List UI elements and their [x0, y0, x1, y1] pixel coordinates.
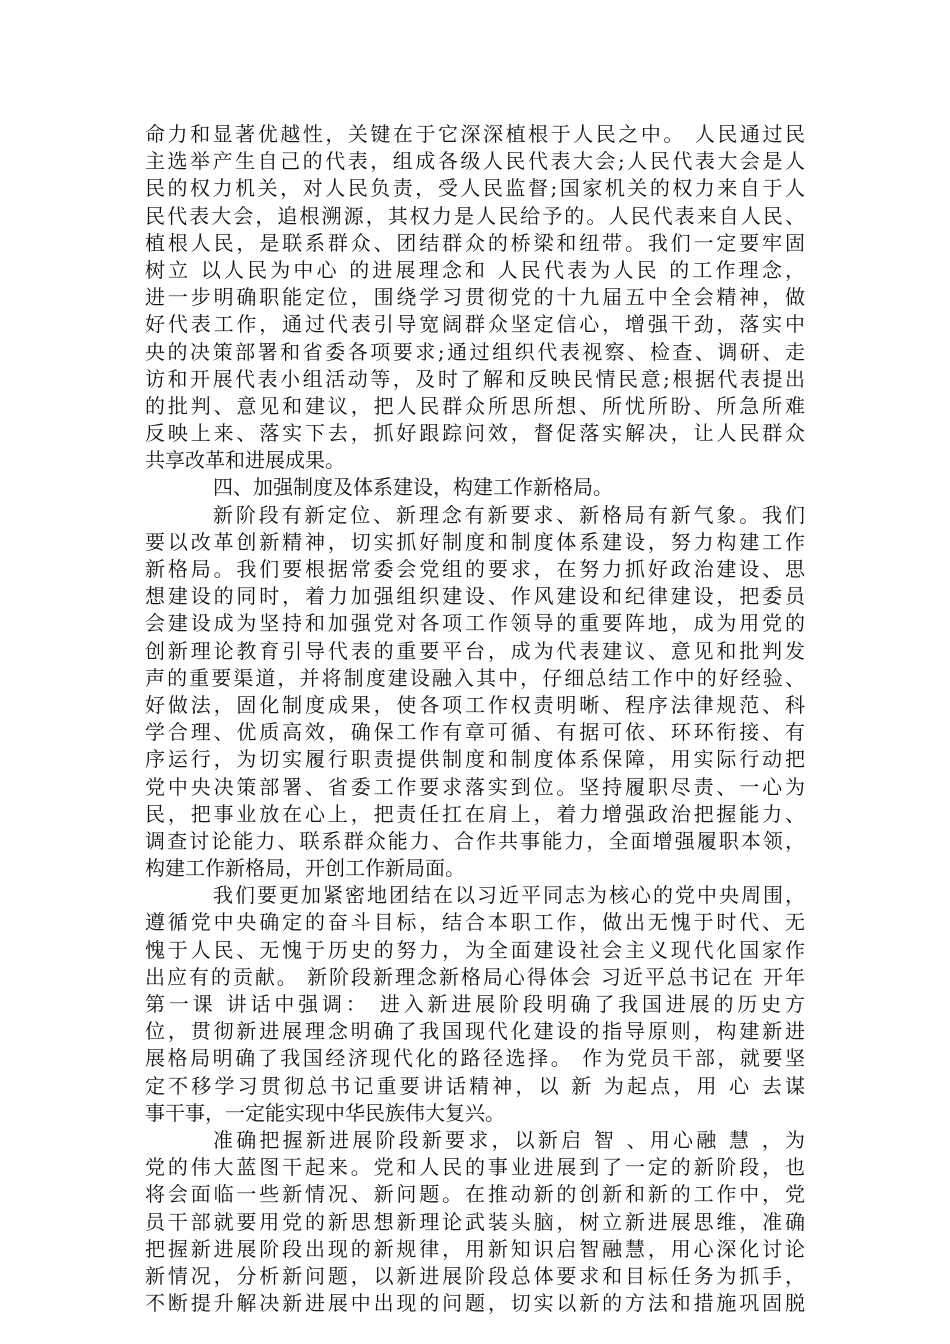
text-line: 定不移学习贯彻总书记重要讲话精神，以 新 为起点，用 心 去谋 — [145, 1073, 805, 1098]
text-line: 员干部就要用党的新思想新理论武装头脑，树立新进展思维，准确 — [145, 1209, 805, 1234]
text-line: 愧于人民、无愧于历史的努力，为全面建设社会主义现代化国家作 — [145, 937, 805, 962]
text-line: 学合理、优质高效，确保工作有章可循、有据可依、环环衔接、有 — [145, 720, 805, 745]
text-line: 新情况，分析新问题，以新进展阶段总体要求和目标任务为抓手， — [145, 1263, 805, 1288]
text-line: 展格局明确了我国经济现代化的路径选择。 作为党员干部，就要坚 — [145, 1046, 805, 1071]
text-line: 想建设的同时，着力加强组织建设、作风建设和纪律建设，把委员 — [145, 584, 805, 609]
text-line: 事干事，一定能实现中华民族伟大复兴。 — [145, 1100, 505, 1125]
text-line: 访和开展代表小组活动等，及时了解和反映民情民意;根据代表提出 — [145, 366, 805, 391]
text-line: 我们要更加紧密地团结在以习近平同志为核心的党中央周围， — [213, 883, 805, 908]
text-line: 央的决策部署和省委各项要求;通过组织代表视察、检查、调研、走 — [145, 339, 805, 364]
text-line: 好代表工作，通过代表引导宽阔群众坚定信心，增强干劲，落实中 — [145, 312, 805, 337]
text-line: 遵循党中央确定的奋斗目标，结合本职工作，做出无愧于时代、无 — [145, 910, 805, 935]
text-line: 民，把事业放在心上，把责任扛在肩上，着力增强政治把握能力、 — [145, 801, 805, 826]
text-line: 序运行，为切实履行职责提供制度和制度体系保障，用实际行动把 — [145, 747, 805, 772]
text-line: 第一课 讲话中强调： 进入新进展阶段明确了我国进展的历史方 — [145, 992, 805, 1016]
text-line: 出应有的贡献。 新阶段新理念新格局心得体会 习近平总书记在 开年 — [145, 964, 805, 989]
text-line: 声的重要渠道，并将制度建设融入其中，仔细总结工作中的好经验、 — [145, 665, 805, 690]
text-line: 要以改革创新精神，切实抓好制度和制度体系建设，努力构建工作 — [145, 529, 805, 554]
text-line: 反映上来、落实下去，抓好跟踪问效，督促落实解决，让人民群众 — [145, 421, 805, 446]
text-line: 四、加强制度及体系建设，构建工作新格局。 — [213, 475, 613, 500]
text-line: 进一步明确职能定位，围绕学习贯彻党的十九届五中全会精神，做 — [145, 285, 805, 310]
text-line: 构建工作新格局，开创工作新局面。 — [145, 856, 465, 881]
text-line: 新阶段有新定位、新理念有新要求、新格局有新气象。我们 — [213, 502, 805, 527]
text-line: 新格局。我们要根据常委会党组的要求，在努力抓好政治建设、思 — [145, 557, 805, 581]
text-line: 调查讨论能力、联系群众能力、合作共事能力，全面增强履职本领， — [145, 828, 805, 853]
text-line: 民代表大会，追根溯源，其权力是人民给予的。人民代表来自人民、 — [145, 203, 805, 228]
text-line: 创新理论教育引导代表的重要平台，成为代表建议、意见和批判发 — [145, 638, 805, 663]
text-line: 把握新进展阶段出现的新规律，用新知识启智融慧，用心深化讨论 — [145, 1236, 805, 1261]
text-line: 好做法，固化制度成果，使各项工作权责明晰、程序法律规范、科 — [145, 692, 805, 717]
text-line: 位，贯彻新进展理念明确了我国现代化建设的指导原则，构建新进 — [145, 1019, 805, 1044]
text-line: 主选举产生自己的代表，组成各级人民代表大会;人民代表大会是人 — [145, 149, 805, 174]
text-line: 民的权力机关，对人民负责，受人民监督;国家机关的权力来自于人 — [145, 176, 805, 201]
text-line: 准确把握新进展阶段新要求，以新启 智 、用心融 慧 ，为 — [213, 1127, 805, 1152]
text-line: 命力和显著优越性，关键在于它深深植根于人民之中。 人民通过民 — [145, 122, 805, 146]
text-line: 树立 以人民为中心 的进展理念和 人民代表为人民 的工作理念， — [145, 257, 805, 282]
text-line: 共享改革和进展成果。 — [145, 448, 345, 473]
text-line: 党中央决策部署、省委工作要求落实到位。坚持履职尽责、一心为 — [145, 774, 805, 799]
text-line: 会建设成为坚持和加强党对各项工作领导的重要阵地，成为用党的 — [145, 611, 805, 636]
text-line: 植根人民，是联系群众、团结群众的桥梁和纽带。我们一定要牢固 — [145, 230, 805, 255]
document-body — [145, 121, 805, 1317]
text-line: 不断提升解决新进展中出现的问题，切实以新的方法和措施巩固脱 — [145, 1291, 805, 1316]
text-line: 党的伟大蓝图干起来。党和人民的事业进展到了一定的新阶段，也 — [145, 1155, 805, 1180]
text-line: 的批判、意见和建议，把人民群众所思所想、所忧所盼、所急所难 — [145, 393, 805, 418]
text-line: 将会面临一些新情况、新问题。在推动新的创新和新的工作中，党 — [145, 1182, 805, 1207]
